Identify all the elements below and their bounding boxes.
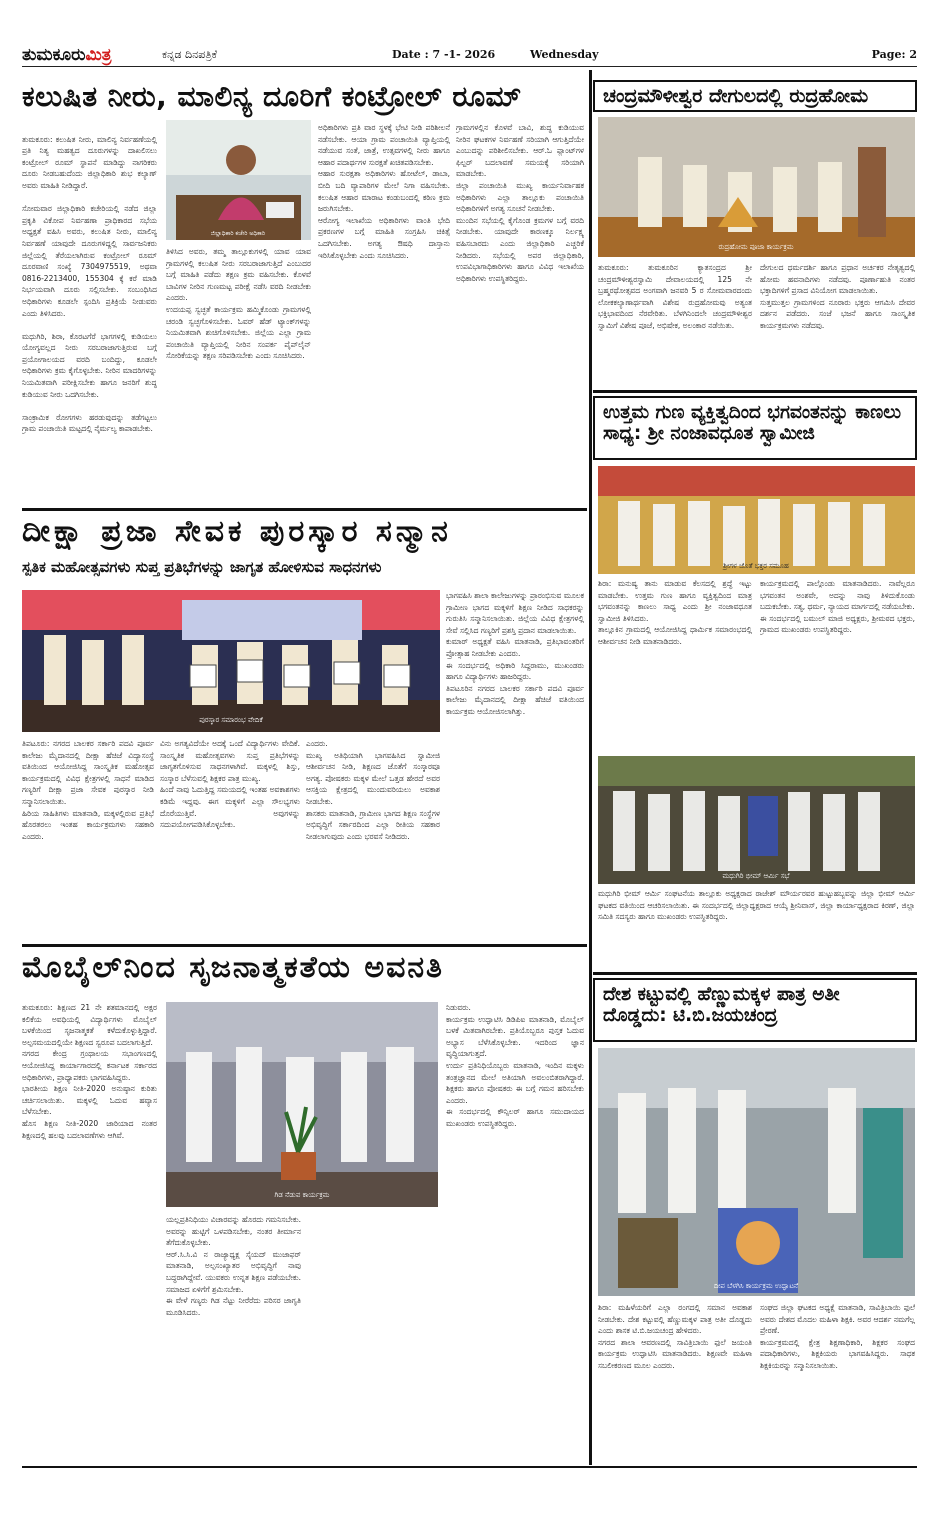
story5-column-2: ಕಾರ್ಯಕ್ರಮದಲ್ಲಿ ಪಾಲ್ಗೊಂಡು ಮಾತನಾಡಿದರು. ನಾವೆಲ್ಲರೂ ಭಗವಂತನ ಅಂಶವೇ, ಅದನ್ನು ನಾವು ತಿಳಿದುಕೊಂಡು ಬದುಕಬೇಕು. ಸತ್ಯ, ಧರ್ಮ, ನ್ಯಾಯದ ಮಾರ್ಗದಲ್ಲಿ ನಡೆಯಬೇಕು. ಈ ಸಂದರ್ಭದಲ್ಲಿ ಬಮುಲ್ ಮಾಜಿ ಅಧ್ಯಕ್ಷರು, ಶ್ರೀಮಠದ ಭಕ್ತರು, ಗ್ರಾಮದ ಮುಖಂಡರು ಉಪಸ್ಥಿತರಿದ್ದರು. (760, 579, 915, 635)
story6-column-2: ಸಂಘದ ಜಿಲ್ಲಾ ಘಟಕದ ಅಧ್ಯಕ್ಷೆ ಮಾತನಾಡಿ, ಸಾವಿತ್ರಿಬಾಯಿ ಫುಲೆ ಅವರು ದೇಶದ ಮೊದಲ ಮಹಿಳಾ ಶಿಕ್ಷಕಿ. ಅವರ ಆದರ್ಶ ನಮಗೆಲ್ಲ ಪ್ರೇರಣೆ. ಕಾರ್ಯಕ್ರಮದಲ್ಲಿ ಕ್ಷೇತ್ರ ಶಿಕ್ಷಣಾಧಿಕಾರಿ, ಶಿಕ್ಷಕರ ಸಂಘದ ಪದಾಧಿಕಾರಿಗಳು, ಶಿಕ್ಷಕಿಯರು ಭಾಗವಹಿಸಿದ್ದರು. ಸಾಧಕ ಶಿಕ್ಷಕಿಯರನ್ನು ಸನ್ಮಾನಿಸಲಾಯಿತು. (760, 1303, 915, 1370)
story3-column-1: ತುಮಕೂರು: ಶಿಕ್ಷಣದ 21 ನೇ ಶತಮಾನದಲ್ಲಿ ಅಕ್ಷರ ಕಲಿಕೆಯ ಅವಧಿಯಲ್ಲಿ ವಿದ್ಯಾರ್ಥಿಗಳು ಮೊಬೈಲ್ ಬಳಕೆಯಿಂದ ಸೃಜನಾತ್ಮಕತೆ ಕಳೆದುಕೊಳ್ಳುತ್ತಿದ್ದಾರೆ. ಅಲ್ಪಸಮಯದಲ್ಲಿಯೇ ಶಿಕ್ಷಣದ ಸ್ವರೂಪ ಬದಲಾಗುತ್ತಿದೆ. ನಗರದ ಕೇಂದ್ರ ಗ್ರಂಥಾಲಯ ಸಭಾಂಗಣದಲ್ಲಿ ಆಯೋಜಿಸಿದ್ದ ಕಾರ್ಯಾಗಾರದಲ್ಲಿ ಕರ್ನಾಟಕ ಸರ್ಕಾರದ ಅಧಿಕಾರಿಗಳು, ಪ್ರಾಧ್ಯಾಪಕರು ಭಾಗವಹಿಸಿದ್ದರು. ಭಾರತೀಯ ಶಿಕ್ಷಣ ನೀತಿ-2020 ಅನುಷ್ಠಾನ ಕುರಿತು ಚರ್ಚಿಸಲಾಯಿತು. ಮಕ್ಕಳಲ್ಲಿ ಓದುವ ಹವ್ಯಾಸ ಬೆಳೆಸಬೇಕು. ಹೊಸ ಶಿಕ್ಷಣ ನೀತಿ-2020 ಜಾರಿಯಾದ ನಂತರ ಶಿಕ್ಷಣದಲ್ಲಿ ಹಲವು ಬದಲಾವಣೆಗಳು ಆಗಿವೆ. (22, 1003, 157, 1140)
rule-story5 (593, 972, 917, 975)
story1-column-3: ಅಧಿಕಾರಿಗಳು ಪ್ರತಿ ವಾರ ಸ್ಥಳಕ್ಕೆ ಭೇಟಿ ನೀಡಿ ಪರಿಶೀಲನೆ ನಡೆಸಬೇಕು. ಆಯಾ ಗ್ರಾಮ ಪಂಚಾಯಿತಿ ವ್ಯಾಪ್ತಿಯಲ್ಲಿ ನಡೆಯುವ ಸಂತೆ, ಜಾತ್ರೆ, ಉತ್ಸವಗಳಲ್ಲಿ ನೀರು ಹಾಗೂ ಆಹಾರ ಪದಾರ್ಥಗಳ ಸುರಕ್ಷತೆ ಖಚಿತಪಡಿಸಬೇಕು. ಆಹಾರ ಸುರಕ್ಷತಾ ಅಧಿಕಾರಿಗಳು ಹೋಟೆಲ್, ಡಾಬಾ, ಬೀದಿ ಬದಿ ವ್ಯಾಪಾರಿಗಳ ಮೇಲೆ ನಿಗಾ ವಹಿಸಬೇಕು. ಕಲುಷಿತ ಆಹಾರ ಮಾರಾಟ ಕಂಡುಬಂದಲ್ಲಿ ಕಠಿಣ ಕ್ರಮ ಜರುಗಿಸಬೇಕು. ಆರೋಗ್ಯ ಇಲಾಖೆಯ ಅಧಿಕಾರಿಗಳು ವಾಂತಿ ಭೇದಿ ಪ್ರಕರಣಗಳ ಬಗ್ಗೆ ಮಾಹಿತಿ ಸಂಗ್ರಹಿಸಿ ಚಿಕಿತ್ಸೆ ಒದಗಿಸಬೇಕು. ಅಗತ್ಯ ಔಷಧಿ ದಾಸ್ತಾನು ಇರಿಸಿಕೊಳ್ಳಬೇಕು ಎಂದು ಸೂಚಿಸಿದರು. (318, 123, 450, 260)
rule-story4 (593, 390, 917, 393)
story3-column-2: ಯಲ್ಲಪ್ರತಿನಿಧಿಯು ವಿಚಾರವನ್ನು ಹೊರದು ಗಮನಿಸಬೇಕು. ಅವರನ್ನು ಹುಟ್ಟಿಗೆ ಒಳಪಡಿಸಬೇಕು, ನಂತರ ತೀರ್ಮಾನ ತೆಗೆದುಕೊಳ್ಳಬೇಕು. ಆರ್.ಸಿ.ಸಿ.ವಿ ನ ರಾಜ್ಯಾಧ್ಯಕ್ಷ ಸೈಯದ್ ಮುಜಾಫರ್ ಮಾತನಾಡಿ, ಅಲ್ಪಸಂಖ್ಯಾತರ ಅಭಿವೃದ್ಧಿಗೆ ನಾವು ಬದ್ಧರಾಗಿದ್ದೇವೆ. ಯುವಕರು ಉನ್ನತ ಶಿಕ್ಷಣ ಪಡೆಯಬೇಕು. ಸಮಾಜದ ಏಳಿಗೆಗೆ ಶ್ರಮಿಸಬೇಕು. ಈ ವೇಳೆ ಗಣ್ಯರು ಗಿಡ ನೆಟ್ಟು ನೀರೆರೆದು ಪರಿಸರ ಜಾಗೃತಿ ಮೂಡಿಸಿದರು. (166, 1215, 301, 1317)
masthead (22, 45, 917, 67)
footer-rule (22, 1466, 917, 1468)
story1-column-4: ಗ್ರಾಮಗಳಲ್ಲಿನ ಕೊಳವೆ ಬಾವಿ, ಶುದ್ಧ ಕುಡಿಯುವ ನೀರಿನ ಘಟಕಗಳ ನಿರ್ವಹಣೆ ಸರಿಯಾಗಿ ಆಗುತ್ತಿದೆಯೇ ಎಂಬುದನ್ನು ಪರಿಶೀಲಿಸಬೇಕು. ಆರ್.ಓ ಪ್ಲಾಂಟ್‌ಗಳ ಫಿಲ್ಟರ್ ಬದಲಾವಣೆ ಸಮಯಕ್ಕೆ ಸರಿಯಾಗಿ ಮಾಡಬೇಕು. ಜಿಲ್ಲಾ ಪಂಚಾಯಿತಿ ಮುಖ್ಯ ಕಾರ್ಯನಿರ್ವಾಹಕ ಅಧಿಕಾರಿಗಳು ಎಲ್ಲಾ ತಾಲ್ಲೂಕು ಪಂಚಾಯಿತಿ ಅಧಿಕಾರಿಗಳಿಗೆ ಅಗತ್ಯ ಸೂಚನೆ ನೀಡಬೇಕು. ಮುಂದಿನ ಸಭೆಯಲ್ಲಿ ಕೈಗೊಂಡ ಕ್ರಮಗಳ ಬಗ್ಗೆ ವರದಿ ನೀಡಬೇಕು. ಯಾವುದೇ ಕಾರಣಕ್ಕೂ ನಿರ್ಲಕ್ಷ್ಯ ವಹಿಸಬಾರದು ಎಂದು ಜಿಲ್ಲಾಧಿಕಾರಿ ಎಚ್ಚರಿಕೆ ನೀಡಿದರು. ಸಭೆಯಲ್ಲಿ ಅಪರ ಜಿಲ್ಲಾಧಿಕಾರಿ, ಉಪವಿಭಾಗಾಧಿಕಾರಿಗಳು ಹಾಗೂ ವಿವಿಧ ಇಲಾಖೆಯ ಅಧಿಕಾರಿಗಳು ಉಪಸ್ಥಿತರಿದ್ದರು. (456, 123, 584, 283)
newspaper-logo (22, 45, 111, 65)
story2-photo (22, 590, 440, 732)
story3-column-2b (308, 1214, 438, 1457)
rule-story1 (22, 508, 587, 511)
story3-headline: ಮೊಬೈಲ್‌ನಿಂದ ಸೃಜನಾತ್ಮಕತೆಯ ಅವನತಿ (22, 950, 444, 985)
story3-column-3: ನಿಡುವರು. ಕಾರ್ಯಕ್ರಮ ಉದ್ಘಾಟಿಸಿ ಡಿಡಿಪಿಐ ಮಾತನಾಡಿ, ಮೊಬೈಲ್ ಬಳಕೆ ಮಿತವಾಗಿರಬೇಕು. ಪ್ರತಿಯೊಬ್ಬರೂ ಪುಸ್ತಕ ಓದುವ ಅಭ್ಯಾಸ ಬೆಳೆಸಿಕೊಳ್ಳಬೇಕು. ಇದರಿಂದ ಜ್ಞಾನ ವೃದ್ಧಿಯಾಗುತ್ತದೆ. ಉರ್ದು ಪ್ರತಿನಿಧಿಯೊಬ್ಬರು ಮಾತನಾಡಿ, ಇಂದಿನ ಮಕ್ಕಳು ತಂತ್ರಜ್ಞಾನದ ಮೇಲೆ ಅತಿಯಾಗಿ ಅವಲಂಬಿತರಾಗಿದ್ದಾರೆ. ಶಿಕ್ಷಕರು ಹಾಗೂ ಪೋಷಕರು ಈ ಬಗ್ಗೆ ಗಮನ ಹರಿಸಬೇಕು ಎಂದರು. ಈ ಸಂದರ್ಭದಲ್ಲಿ ಕೌನ್ಸಿಲರ್ ಹಾಗೂ ಸಮುದಾಯದ ಮುಖಂಡರು ಉಪಸ್ಥಿತರಿದ್ದರು. (446, 1003, 584, 1128)
story6-photo (598, 1048, 915, 1296)
story2-headline: ದೀಕ್ಷಾ ಪ್ರಜಾ ಸೇವಕ ಪುರಸ್ಕಾರ ಸನ್ಮಾನ (22, 514, 452, 549)
story1-column-2: ತಿಳಿಸಿದ ಅವರು, ತಮ್ಮ ತಾಲ್ಲೂಕುಗಳಲ್ಲಿ ಯಾವ ಯಾವ ಗ್ರಾಮಗಳಲ್ಲಿ ಕಲುಷಿತ ನೀರು ಸರಬರಾಜಾಗುತ್ತಿದೆ ಎಂಬುದರ ಬಗ್ಗೆ ಮಾಹಿತಿ ಪಡೆದು ತಕ್ಷಣ ಕ್ರಮ ವಹಿಸಬೇಕು. ಕೊಳವೆ ಬಾವಿಗಳ ನೀರಿನ ಗುಣಮಟ್ಟ ಪರೀಕ್ಷೆ ನಡೆಸಿ ವರದಿ ನೀಡಬೇಕು ಎಂದರು. ಉದಯಪ್ಪ ಸ್ವಚ್ಛತೆ ಕಾರ್ಯಕ್ರಮ ಹಮ್ಮಿಕೊಂಡು ಗ್ರಾಮಗಳಲ್ಲಿ ಚರಂಡಿ ಸ್ವಚ್ಛಗೊಳಿಸಬೇಕು. ಓವರ್ ಹೆಡ್ ಟ್ಯಾಂಕ್‌ಗಳನ್ನು ನಿಯಮಿತವಾಗಿ ಶುಚಿಗೊಳಿಸಬೇಕು. ಜಿಲ್ಲೆಯ ಎಲ್ಲಾ ಗ್ರಾಮ ಪಂಚಾಯಿತಿ ವ್ಯಾಪ್ತಿಯಲ್ಲಿ ನೀರಿನ ಸಂಪರ್ಕ ಪೈಪ್‌ಲೈನ್ ಸೋರಿಕೆಯನ್ನು ತಕ್ಷಣ ಸರಿಪಡಿಸಬೇಕು ಎಂದು ಸೂಚಿಸಿದರು. (166, 247, 311, 361)
story4-column-2: ದೇಗುಲದ ಧರ್ಮದರ್ಶಿ ಹಾಗೂ ಪ್ರಧಾನ ಅರ್ಚಕರ ನೇತೃತ್ವದಲ್ಲಿ ಹೋಮ ಹವನಾದಿಗಳು ನಡೆದವು. ಪೂರ್ಣಾಹುತಿ ನಂತರ ಭಕ್ತಾದಿಗಳಿಗೆ ಪ್ರಸಾದ ವಿನಿಯೋಗ ಮಾಡಲಾಯಿತು. ಸುತ್ತಮುತ್ತಲ ಗ್ರಾಮಗಳಿಂದ ನೂರಾರು ಭಕ್ತರು ಆಗಮಿಸಿ ದೇವರ ದರ್ಶನ ಪಡೆದರು. ಸಂಜೆ ಭಜನೆ ಹಾಗೂ ಸಾಂಸ್ಕೃತಿಕ ಕಾರ್ಯಕ್ರಮಗಳು ನಡೆದವು. (760, 263, 915, 330)
story5-column-1: ಶಿರಾ: ಮನುಷ್ಯ ತಾನು ಮಾಡುವ ಕೆಲಸದಲ್ಲಿ ಶ್ರದ್ಧೆ ಇಟ್ಟು ಮಾಡಬೇಕು. ಉತ್ತಮ ಗುಣ ಹಾಗೂ ವ್ಯಕ್ತಿತ್ವದಿಂದ ಮಾತ್ರ ಭಗವಂತನನ್ನು ಕಾಣಲು ಸಾಧ್ಯ ಎಂದು ಶ್ರೀ ನಂಜಾವಧೂತ ಸ್ವಾಮೀಜಿ ತಿಳಿಸಿದರು. ತಾಲ್ಲೂಕಿನ ಗ್ರಾಮದಲ್ಲಿ ಆಯೋಜಿಸಿದ್ದ ಧಾರ್ಮಿಕ ಸಮಾರಂಭದಲ್ಲಿ ಆಶೀರ್ವಚನ ನೀಡಿ ಮಾತನಾಡಿದರು. (598, 579, 752, 646)
story5-headline: ಉತ್ತಮ ಗುಣ ವ್ಯಕ್ತಿತ್ವದಿಂದ ಭಗವಂತನನ್ನು ಕಾಣಲು ಸಾಧ್ಯ: ಶ್ರೀ ನಂಜಾವಧೂತ ಸ್ವಾಮೀಜಿ (593, 396, 917, 460)
story6-photo-label: ದೀಪ ಬೆಳಗಿಸಿ ಕಾರ್ಯಕ್ರಮ ಉದ್ಘಾಟನೆ (713, 1282, 799, 1290)
story5-photo1-label: ಶ್ರೀಗಳ ಜೊತೆ ಭಕ್ತರ ಸಮೂಹ (723, 562, 789, 570)
story5-photo2-label: ಮಧುಗಿರಿ ಭೀಮ್ ಆರ್ಮಿ ಸಭೆ (722, 872, 790, 880)
story4-photo (598, 117, 915, 257)
story3-photo (166, 1002, 438, 1207)
story6-headline: ದೇಶ ಕಟ್ಟುವಲ್ಲಿ ಹೆಣ್ಣುಮಕ್ಕಳ ಪಾತ್ರ ಅತೀ ದೊಡ್ಡದು: ಟಿ.ಬಿ.ಜಯಚಂದ್ರ (593, 978, 917, 1042)
story1-col1-para-c: ಮಧುಗಿರಿ, ಶಿರಾ, ಕೊರಟಗೆರೆ ಭಾಗಗಳಲ್ಲಿ ಕುಡಿಯಲು ಯೋಗ್ಯವಲ್ಲದ ನೀರು ಸರಬರಾಜಾಗುತ್ತಿರುವ ಬಗ್ಗೆ ಪ್ರಯೋಗಾಲಯದ ವರದಿ ಬಂದಿದ್ದು, ಕೂಡಲೇ ಅಧಿಕಾರಿಗಳು ಕ್ರಮ ಕೈಗೊಳ್ಳಬೇಕು. ನೀರಿನ ಮಾದರಿಗಳನ್ನು ನಿಯಮಿತವಾಗಿ ಪರೀಕ್ಷಿಸಬೇಕು ಹಾಗೂ ಜನರಿಗೆ ಶುದ್ಧ ಕುಡಿಯುವ ನೀರು ಒದಗಿಸಬೇಕು. (22, 331, 157, 399)
issue-date: Date : 7 -1- 2026 (392, 48, 496, 61)
story2-column-2: ವಿನು ಅಗತ್ಯವಿದೆಯೇ ಅದಕ್ಕೆ ಒಂದೆ ವಿದ್ಯಾರ್ಥಿಗಳು ವೇದಿಕೆ. ಸಾಂಸ್ಕೃತಿಕ ಮಹೋತ್ಸವಗಳು ಸುಪ್ತ ಪ್ರತಿಭೆಗಳನ್ನು ಜಾಗೃತಗೊಳಿಸುವ ಸಾಧನಗಳಾಗಿವೆ. ಮಕ್ಕಳಲ್ಲಿ ಶಿಸ್ತು, ಸಂಸ್ಕಾರ ಬೆಳೆಸುವಲ್ಲಿ ಶಿಕ್ಷಕರ ಪಾತ್ರ ಮುಖ್ಯ. ಹಿಂದೆ ನಾವು ಓದುತ್ತಿದ್ದ ಸಮಯದಲ್ಲಿ ಇಂತಹ ಅವಕಾಶಗಳು ಕಡಿಮೆ ಇದ್ದವು. ಈಗ ಮಕ್ಕಳಿಗೆ ಎಲ್ಲಾ ಸೌಲಭ್ಯಗಳು ದೊರೆಯುತ್ತಿವೆ. ಅವುಗಳನ್ನು ಸದುಪಯೋಗಪಡಿಸಿಕೊಳ್ಳಬೇಕು. (160, 739, 300, 830)
story5-photo-meeting (598, 756, 915, 884)
story1-col1-para-d: ಸಾಂಕ್ರಾಮಿಕ ರೋಗಗಳು ಹರಡುವುದನ್ನು ತಡೆಗಟ್ಟಲು ಗ್ರಾಮ ಪಂಚಾಯಿತಿ ಮಟ್ಟದಲ್ಲಿ ನೈರ್ಮಲ್ಯ ಕಾಪಾಡಬೇಕು. (22, 412, 157, 434)
issue-day: Wednesday (530, 48, 599, 61)
story2-column-3: ಎಂದರು. ಮುಖ್ಯ ಅತಿಥಿಯಾಗಿ ಭಾಗವಹಿಸಿದ ಸ್ವಾಮೀಜಿ ಆಶೀರ್ವಚನ ನೀಡಿ, ಶಿಕ್ಷಣದ ಜೊತೆಗೆ ಸಂಸ್ಕಾರವೂ ಅಗತ್ಯ. ಪೋಷಕರು ಮಕ್ಕಳ ಮೇಲೆ ಒತ್ತಡ ಹೇರದೆ ಅವರ ಆಸಕ್ತಿಯ ಕ್ಷೇತ್ರದಲ್ಲಿ ಮುಂದುವರಿಯಲು ಅವಕಾಶ ನೀಡಬೇಕು. ಶಾಸಕರು ಮಾತನಾಡಿ, ಗ್ರಾಮೀಣ ಭಾಗದ ಶಿಕ್ಷಣ ಸಂಸ್ಥೆಗಳ ಅಭಿವೃದ್ಧಿಗೆ ಸರ್ಕಾರದಿಂದ ಎಲ್ಲಾ ರೀತಿಯ ಸಹಕಾರ ನೀಡಲಾಗುವುದು ಎಂದು ಭರವಸೆ ನೀಡಿದರು. (306, 739, 440, 841)
rule-story2 (22, 944, 587, 947)
story1-photo (166, 120, 311, 240)
story1-photo-label: ಜಿಲ್ಲಾಧಿಕಾರಿ ಕಚೇರಿ ಅಧಿಕಾರಿ (210, 230, 266, 237)
story2-photo-label: ಪುರಸ್ಕಾರ ಸಮಾರಂಭ ವೇದಿಕೆ (199, 716, 263, 724)
story6-column-1: ಶಿರಾ: ಮಹಿಳೆಯರಿಗೆ ಎಲ್ಲಾ ರಂಗದಲ್ಲಿ ಸಮಾನ ಅವಕಾಶ ನೀಡಬೇಕು. ದೇಶ ಕಟ್ಟುವಲ್ಲಿ ಹೆಣ್ಣುಮಕ್ಕಳ ಪಾತ್ರ ಅತೀ ದೊಡ್ಡದು ಎಂದು ಶಾಸಕ ಟಿ.ಬಿ.ಜಯಚಂದ್ರ ಹೇಳಿದರು. ನಗರದ ಶಾಲಾ ಆವರಣದಲ್ಲಿ ಸಾವಿತ್ರಿಬಾಯಿ ಫುಲೆ ಜಯಂತಿ ಕಾರ್ಯಕ್ರಮ ಉದ್ಘಾಟಿಸಿ ಮಾತನಾಡಿದರು. ಶಿಕ್ಷಣವೇ ಮಹಿಳಾ ಸಬಲೀಕರಣದ ಮೂಲ ಎಂದರು. (598, 1303, 752, 1370)
column-divider (589, 70, 592, 1465)
story1-col1-para-a: ತುಮಕೂರು: ಕಲುಷಿತ ನೀರು, ಮಾಲಿನ್ಯ ನಿರ್ವಹಣೆಯಲ್ಲಿ ಪ್ರತಿ ನಿತ್ಯ ಮಹತ್ವದ ದೂರುಗಳನ್ನು ದಾಖಲಿಸಲು ಕಂಟ್ರೋಲ್ ರೂಮ್ ಸ್ಥಾಪನೆ ಮಾಡಿದ್ದು ನಾಗರಿಕರು ದೂರು ನೀಡಬಹುದೆಂದು ಜಿಲ್ಲಾಧಿಕಾರಿ ಶುಭ ಕಲ್ಯಾಣ್ ಅವರು ಮಾಹಿತಿ ನೀಡಿದ್ದಾರೆ. (22, 134, 157, 190)
story2-column-right: ಭಾಗವಹಿಸಿ ಶಾಲಾ ಕಾಲೇಜುಗಳನ್ನು ಪ್ರಾರಂಭಿಸುವ ಮೂಲಕ ಗ್ರಾಮೀಣ ಭಾಗದ ಮಕ್ಕಳಿಗೆ ಶಿಕ್ಷಣ ನೀಡಿದ ಸಾಧಕರನ್ನು ಗುರುತಿಸಿ ಸನ್ಮಾನಿಸಲಾಯಿತು. ಜಿಲ್ಲೆಯ ವಿವಿಧ ಕ್ಷೇತ್ರಗಳಲ್ಲಿ ಸೇವೆ ಸಲ್ಲಿಸಿದ ಗಣ್ಯರಿಗೆ ಪ್ರಶಸ್ತಿ ಪ್ರದಾನ ಮಾಡಲಾಯಿತು. ಕುಮಾರ್ ಅಧ್ಯಕ್ಷತೆ ವಹಿಸಿ ಮಾತನಾಡಿ, ಪ್ರತಿಭಾವಂತರಿಗೆ ಪ್ರೋತ್ಸಾಹ ನೀಡಬೇಕು ಎಂದರು. ಈ ಸಂದರ್ಭದಲ್ಲಿ ಅಧಿಕಾರಿ ಸಿದ್ದರಾಮು, ಮುಖಂಡರು ಹಾಗೂ ವಿದ್ಯಾರ್ಥಿಗಳು ಹಾಜರಿದ್ದರು. ತಿಪಟೂರಿನ ನಗರದ ಬಾಲಕರ ಸರ್ಕಾರಿ ಪದವಿ ಪೂರ್ವ ಕಾಲೇಜು ಮೈದಾನದಲ್ಲಿ ದೀಕ್ಷಾ ಹೆಚಿಜೆ ವತಿಯಿಂದ ಕಾರ್ಯಕ್ರಮ ಆಯೋಜಿಸಲಾಗಿತ್ತು. (446, 591, 584, 716)
story2-subhead: ಸ್ಪತಿಕ ಮಹೋತ್ಸವಗಳು ಸುಪ್ತ ಪ್ರತಿಭೆಗಳನ್ನು ಜಾಗೃತ ಹೋಳಿಸುವ ಸಾಧನಗಳು (22, 558, 382, 576)
story3-photo-label: ಗಿಡ ನೆಡುವ ಕಾರ್ಯಕ್ರಮ (274, 1191, 330, 1199)
story1-headline: ಕಲುಷಿತ ನೀರು, ಮಾಲಿನ್ಯ ದೂರಿಗೆ ಕಂಟ್ರೋಲ್ ರೂಮ್ (22, 80, 522, 113)
logo-part-two: ಮಿತ್ರ (85, 45, 112, 65)
story4-column-1: ತುಮಕೂರು: ತುಮಕೂರಿನ ಕ್ಯಾತಸಂದ್ರದ ಶ್ರೀ ಚಂದ್ರಮೌಳೀಶ್ವರಸ್ವಾಮಿ ದೇವಾಲಯದಲ್ಲಿ 125 ನೇ ಬ್ರಹ್ಮರಥೋತ್ಸವದ ಅಂಗವಾಗಿ ಜನವರಿ 5 ರ ಸೋಮವಾರದಂದು ಲೋಕಕಲ್ಯಾಣಾರ್ಥವಾಗಿ ವಿಶೇಷ ರುದ್ರಹೋಮವು ಅತ್ಯಂತ ಭಕ್ತಿಭಾವದಿಂದ ನೆರವೇರಿತು. ಬೆಳಗಿನಿಂದಲೇ ಚಂದ್ರಮೌಳೀಶ್ವರ ಸ್ವಾಮಿಗೆ ವಿಶೇಷ ಪೂಜೆ, ಅಭಿಷೇಕ, ಅಲಂಕಾರ ನಡೆಯಿತು. (598, 263, 752, 330)
page-number: Page: 2 (871, 48, 917, 61)
story5-photo-group (598, 466, 915, 574)
story4-photo-label: ರುದ್ರಹೋಮ ಪೂಜಾ ಕಾರ್ಯಕ್ರಮ (718, 243, 794, 251)
story1-col1-para-b: ಸೋಮವಾರ ಜಿಲ್ಲಾಧಿಕಾರಿ ಕಚೇರಿಯಲ್ಲಿ ನಡೆದ ಜಿಲ್ಲಾ ಪ್ರಕೃತಿ ವಿಕೋಪ ನಿರ್ವಹಣಾ ಪ್ರಾಧಿಕಾರದ ಸಭೆಯ ಅಧ್ಯಕ್ಷತೆ ವಹಿಸಿ ಅವರು, ಕಲುಷಿತ ನೀರು, ಮಾಲಿನ್ಯ ನಿರ್ವಹಣೆ ಯಾವುದೇ ದೂರುಗಳಿದ್ದಲ್ಲಿ ಸಾರ್ವಜನಿಕರು ಜಿಲ್ಲೆಯಲ್ಲಿ ತೆರೆಯಲಾಗಿರುವ ಕಂಟ್ರೋಲ್ ರೂಮ್ ದೂರವಾಣಿ ಸಂಖ್ಯೆ 7304975519, ಅಥವಾ 0816-2213400, 155304 ಕ್ಕೆ ಕರೆ ಮಾಡಿ ನಿರ್ಭಯವಾಗಿ ದೂರು ಸಲ್ಲಿಸಬೇಕು. ಸಂಬಂಧಿಸಿದ ಅಧಿಕಾರಿಗಳು ಕೂಡಲೇ ಸ್ಪಂದಿಸಿ ಪ್ರತಿಕ್ರಿಯೆ ನೀಡುವರು ಎಂದು ತಿಳಿಸಿದರು. (22, 204, 157, 318)
masthead-subtitle: ಕನ್ನಡ ದಿನಪತ್ರಿಕೆ (162, 48, 218, 61)
story4-headline: ಚಂದ್ರಮೌಳೀಶ್ವರ ದೇಗುಲದಲ್ಲಿ ರುದ್ರಹೋಮ (593, 80, 917, 112)
story2-column-1: ತಿಪಟೂರು: ನಗರದ ಬಾಲಕರ ಸರ್ಕಾರಿ ಪದವಿ ಪೂರ್ವ ಕಾಲೇಜು ಮೈದಾನದಲ್ಲಿ ದೀಕ್ಷಾ ಹೆಚಿಜೆ ವಿದ್ಯಾಸಂಸ್ಥೆ ವತಿಯಿಂದ ಆಯೋಜಿಸಿದ್ದ ಸಾಂಸ್ಕೃತಿಕ ಮಹೋತ್ಸವ ಕಾರ್ಯಕ್ರಮದಲ್ಲಿ ವಿವಿಧ ಕ್ಷೇತ್ರಗಳಲ್ಲಿ ಸಾಧನೆ ಮಾಡಿದ ಗಣ್ಯರಿಗೆ ದೀಕ್ಷಾ ಪ್ರಜಾ ಸೇವಕ ಪುರಸ್ಕಾರ ನೀಡಿ ಸನ್ಮಾನಿಸಲಾಯಿತು. ಹಿರಿಯ ಸಾಹಿತಿಗಳು ಮಾತನಾಡಿ, ಮಕ್ಕಳಲ್ಲಿರುವ ಪ್ರತಿಭೆ ಹೊರತರಲು ಇಂತಹ ಕಾರ್ಯಕ್ರಮಗಳು ಸಹಕಾರಿ ಎಂದರು. (22, 739, 154, 841)
story5-caption: ಮಧುಗಿರಿ ಭೀಮ್ ಆರ್ಮಿ ಸಂಘಟನೆಯ ತಾಲ್ಲೂಕು ಅಧ್ಯಕ್ಷರಾದ ರಾಜೇಶ್ ಮೌರ್ಯರವರ ಹುಟ್ಟುಹಬ್ಬವನ್ನು ಜಿಲ್ಲಾ ಭೀಮ್ ಆರ್ಮಿ ಘಟಕದ ವತಿಯಿಂದ ಆಚರಿಸಲಾಯಿತು. ಈ ಸಂದರ್ಭದಲ್ಲಿ ಜಿಲ್ಲಾಧ್ಯಕ್ಷರಾದ ಆಯ್ಕೆ ಶ್ರೀನಿವಾಸ್, ಜಿಲ್ಲಾ ಕಾರ್ಯಾಧ್ಯಕ್ಷರಾದ ಕಿರಣ್, ಜಿಲ್ಲಾ ಸಮಿತಿ ಸದಸ್ಯರು ಹಾಗೂ ಮುಖಂಡರು ಉಪಸ್ಥಿತರಿದ್ದರು. (598, 889, 915, 922)
logo-part-one: ತುಮಕೂರು (22, 45, 86, 65)
